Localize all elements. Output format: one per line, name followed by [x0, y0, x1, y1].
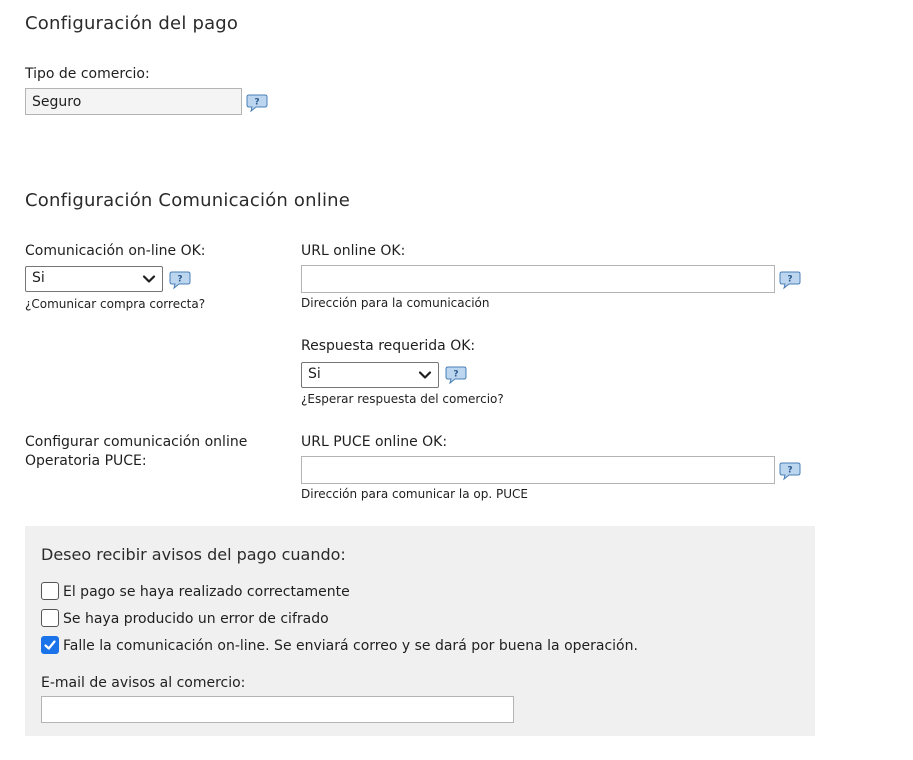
chevron-down-icon [418, 368, 432, 382]
url-ok-input[interactable] [301, 265, 775, 293]
url-puce-label: URL PUCE online OK: [301, 434, 448, 450]
help-icon[interactable] [445, 365, 467, 385]
url-puce-hint: Dirección para comunicar la op. PUCE [301, 487, 528, 501]
chevron-down-icon [142, 272, 156, 286]
comm-ok-label: Comunicación on-line OK: [25, 243, 206, 259]
help-icon[interactable] [246, 93, 268, 113]
comm-ok-hint: ¿Comunicar compra correcta? [25, 297, 206, 311]
notice-success-checkbox[interactable] [41, 582, 59, 600]
response-required-label: Respuesta requerida OK: [301, 338, 476, 354]
comm-ok-select[interactable] [25, 266, 163, 292]
response-required-select[interactable] [301, 362, 439, 388]
response-required-selected-value: Si [308, 366, 321, 382]
checkmark-icon [43, 638, 57, 652]
payment-config-title: Configuración del pago [25, 13, 239, 34]
notice-email-input[interactable] [41, 696, 514, 723]
notice-email-label: E-mail de avisos al comercio: [41, 675, 246, 691]
help-icon[interactable] [169, 270, 191, 290]
online-comm-title: Configuración Comunicación online [25, 190, 351, 211]
puce-config-label-line2: Operatoria PUCE: [25, 453, 147, 469]
response-required-hint: ¿Esperar respuesta del comercio? [301, 392, 504, 406]
url-puce-input[interactable] [301, 456, 775, 484]
url-ok-label: URL online OK: [301, 243, 406, 259]
notice-success-label: El pago se haya realizado correctamente [63, 584, 350, 600]
notice-comm-failure-checkbox[interactable] [41, 636, 59, 654]
notices-title: Deseo recibir avisos del pago cuando: [41, 545, 346, 564]
svg-text:?: ? [787, 465, 793, 476]
notice-cipher-error-label: Se haya producido un error de cifrado [63, 611, 329, 627]
notice-option-success[interactable] [41, 581, 761, 601]
help-icon[interactable] [779, 270, 801, 290]
url-ok-hint: Dirección para la comunicación [301, 296, 490, 310]
notice-option-comm-failure[interactable] [41, 635, 781, 655]
svg-text:?: ? [787, 274, 793, 285]
svg-text:?: ? [453, 369, 459, 380]
help-icon[interactable] [779, 461, 801, 481]
puce-config-label-line1: Configurar comunicación online [25, 434, 248, 450]
merchant-type-value: Seguro [32, 94, 82, 110]
notice-comm-failure-label: Falle la comunicación on-line. Se enviará correo y se dará por buena la operación. [63, 638, 638, 654]
merchant-type-label: Tipo de comercio: [25, 66, 150, 82]
merchant-type-field [25, 88, 242, 115]
svg-text:?: ? [254, 97, 260, 108]
comm-ok-selected-value: Si [32, 270, 45, 286]
notice-cipher-error-checkbox[interactable] [41, 609, 59, 627]
svg-text:?: ? [177, 274, 183, 285]
notice-option-cipher-error[interactable] [41, 608, 761, 628]
